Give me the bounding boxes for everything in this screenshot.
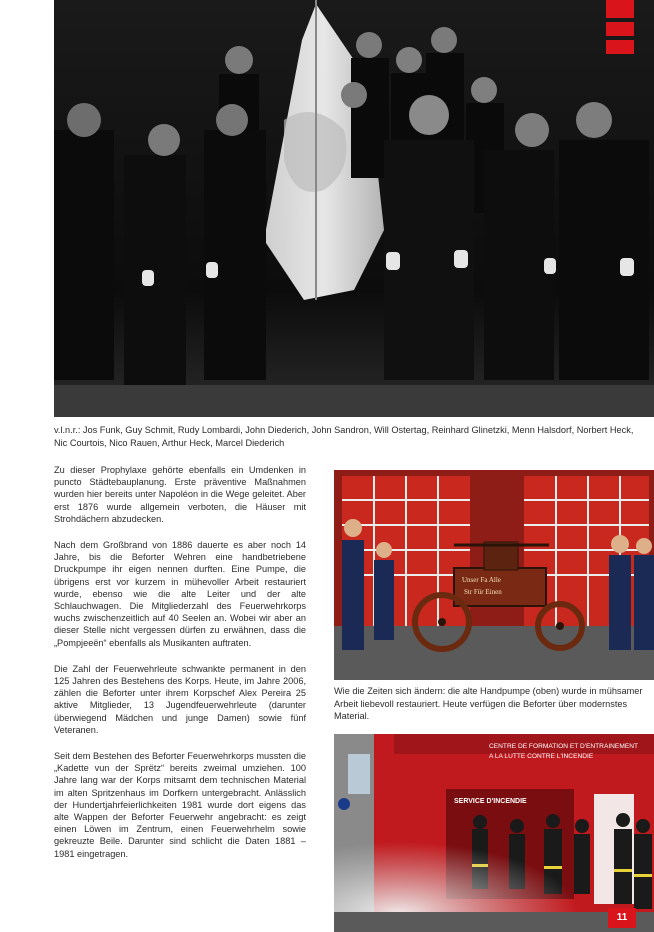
pump-photo [334, 470, 654, 680]
pump-cart-text-2: Str Für Einen [464, 588, 502, 596]
section-marker [606, 0, 634, 58]
paragraph-4: Seit dem Bestehen des Beforter Feuerwehrkorps mussten die „Kadette vun der Sprëtz“ bereits zweimal umziehen. 100 Jahre lang war der Korps mitsamt dem technischen Material im alten Spritzenhaus im Dorfkern untergebracht. Anlässlich der Hundertjahrfeierlichkeiten 1981 wurde dort eigens das alte Wappen der Beforter Feuerwehr angebracht: es zeigt einen Löwen im Zentrum, einen Feuerwehrhelm sowie gekreuzte Beile. Darunter sind schlicht die Daten 1881 – 1981 eingetragen. [54, 751, 306, 859]
building-sign-1: CENTRE DE FORMATION ET D'ENTRAINEMENT [489, 743, 639, 750]
article-body [54, 464, 306, 874]
building-sign-2: A LA LUTTE CONTRE L'INCENDIE [489, 753, 594, 760]
page-number: 11 [608, 908, 636, 928]
paragraph-3: Die Zahl der Feuerwehrleute schwankte permanent in den 125 Jahren des Bestehens des Korps. Heute, im Jahre 2006, zählen die Beforter unter ihrem Korpschef Alex Pereira 25 aktive Mitglieder, 13 Jugendfeuerwehrleute (darunter überwiegend Mädchen und junge Damen) sowie fünf Veteranen. [54, 663, 306, 735]
pump-cart-text-1: Unser Fa Alle [462, 576, 501, 584]
door-sign: SERVICE D'INCENDIE [454, 798, 527, 805]
drill-photo-illustration [334, 734, 654, 932]
pump-photo-illustration [334, 470, 654, 680]
group-photo [54, 0, 654, 417]
group-photo-caption: v.l.n.r.: Jos Funk, Guy Schmit, Rudy Lombardi, John Diederich, John Sandron, Will Ostertag, Reinhard Glinetzki, Menn Halsdorf, Norbert Heck, Nic Courtois, Nico Rauen, Arthur Heck, Marcel Diederich [54, 425, 634, 449]
group-photo-illustration [54, 0, 654, 417]
paragraph-2: Nach dem Großbrand von 1886 dauerte es aber noch 14 Jahre, bis die Beforter Wehren eine handbetriebene Druckpumpe ihr eigen nennen durften. Eine Pumpe, die übrigens erst vor kurzem in mühevoller Arbeit restauriert wurde, ebenso wie die alte Leiter und der alte Schlauchwagen. Die Mitgliederzahl des Feuerwehrkorps wuchs zwischenzeitlich auf 40 Seelen an. Wobei wir aber an dieser Stelle nicht vergessen dürfen zu erwähnen, dass die „Pompjeeën“ ebenfalls als Musikanten auftraten. [54, 540, 306, 648]
pump-photo-caption: Wie die Zeiten sich ändern: die alte Handpumpe (oben) wurde in mühsamer Arbeit liebevoll restauriert. Heute verfügen die Beforter über modernstes Material. [334, 686, 643, 722]
drill-photo [334, 734, 654, 932]
paragraph-1: Zu dieser Prophylaxe gehörte ebenfalls ein Umdenken in puncto Städtebauplanung. Erste präventive Maßnahmen wurden hier bereits unter Napoléon in die Wege geleitet. Aber erst 1876 wurde allgemein verboten, die Häuser mit Strohdächern abzudecken. [54, 465, 306, 524]
